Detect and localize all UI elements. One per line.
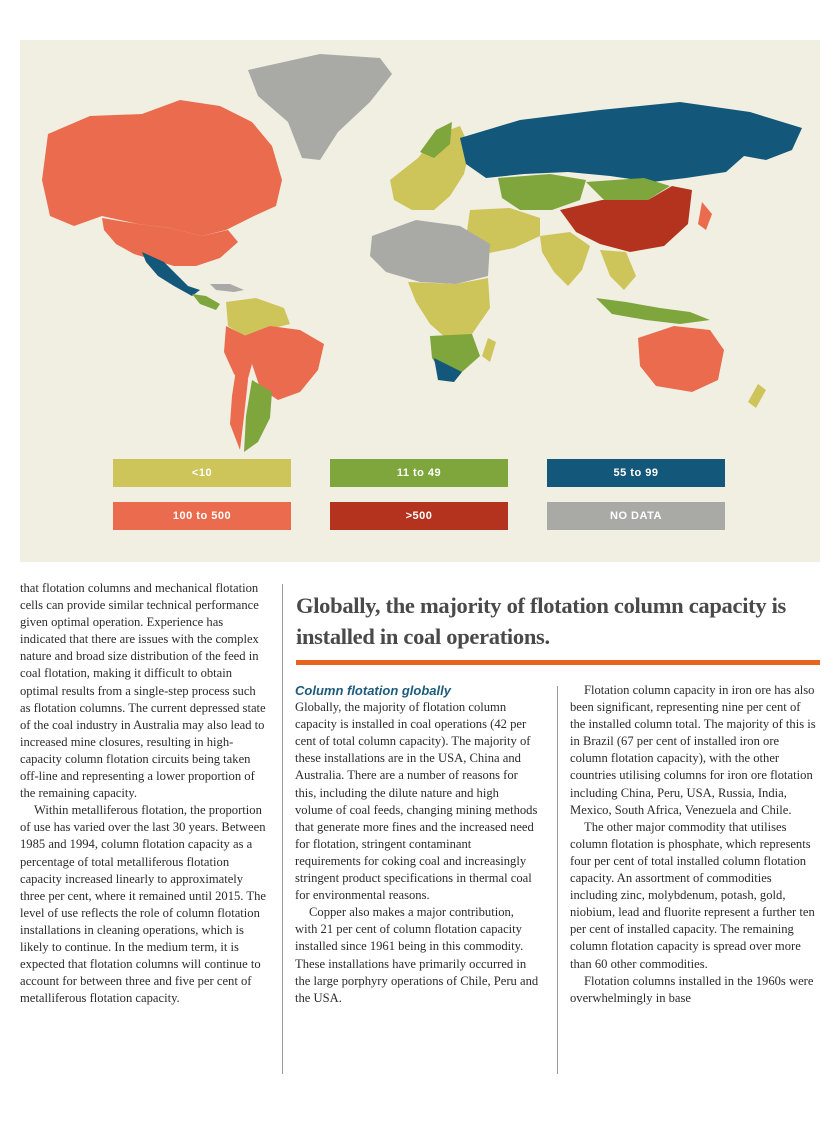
legend-chip-no-data — [547, 502, 725, 530]
legend-chip-55-99 — [547, 459, 725, 487]
region-australia — [638, 326, 724, 392]
article-column-3 — [570, 682, 816, 1074]
region-madagascar — [482, 338, 496, 362]
region-russia — [460, 102, 802, 182]
section-heading: Column flotation globally — [295, 683, 451, 698]
region-africa-central — [408, 278, 490, 338]
paragraph: The other major commodity that utilises column flotation is phosphate, which represents four per cent of total installed column flotation capacity. An assortment of commodities including zinc, molybdenum, potash, gold, niobium, lead and fluorite represent a further ten per cent of installed capacity. The remaining column flotation capacity is spread over more than 60 other commodities. — [570, 819, 815, 971]
paragraph: Flotation column capacity in iron ore has also been significant, representing nine per cent of the installed column total. The majority of this is in Brazil (67 per cent of installed iron ore column flotation capacity), with the other countries utilising columns for iron ore flotation including China, Peru, USA, Russia, India, Mexico, South Africa, Venezuela and Chile. — [570, 683, 816, 817]
region-central-asia — [498, 174, 586, 210]
pull-quote-rule — [296, 660, 820, 665]
region-canada — [42, 100, 282, 236]
region-caribbean — [210, 284, 244, 292]
region-japan — [698, 202, 712, 230]
legend-label: >500 — [405, 510, 433, 522]
legend-label: 55 to 99 — [613, 467, 659, 479]
legend-label: 11 to 49 — [396, 467, 442, 479]
region-new-zealand — [748, 384, 766, 408]
column-divider — [282, 584, 283, 1074]
legend-chip-100-500 — [113, 502, 291, 530]
legend-label: <10 — [191, 467, 213, 479]
paragraph: that flotation columns and mechanical flotation cells can provide similar technical performance given optimal operation. Experience has indicated that there are issues with the complex nature and broad size distribution of the feed in coal flotation, making it difficult to obtain optimal results from a single-step process such as flotation columns. The current depressed state of the coal industry in Australia may also lead to increased mine closures, resulting in high-capacity column flotation circuits being taken off-line and representing a lower proportion of the remaining capacity. — [20, 581, 266, 801]
paragraph: Globally, the majority of flotation column capacity is installed in coal operations (42 per cent of total column capacity). The majority of these installations are in the USA, China and Australia. There are a number of reasons for this, including the dilute nature and high volume of coal feeds, changing mining methods that generate more fines and the increased need for flotation, stringent contaminant requirements for coking coal and increasingly stringent product specifications in thermal coal for environmental reasons. — [295, 700, 538, 903]
legend-label: 100 to 500 — [172, 510, 232, 522]
region-indonesia — [596, 298, 710, 324]
region-se-asia — [600, 250, 636, 290]
paragraph: Flotation columns installed in the 1960s were overwhelmingly in base — [570, 973, 814, 1005]
paragraph: Copper also makes a major contribution, with 21 per cent of column flotation capacity installed since 1961 being in this commodity. These installations have primarily occurred in the large porphyry operations of Chile, Peru and the USA. — [295, 905, 539, 1005]
region-argentina — [244, 380, 272, 452]
column-divider — [557, 686, 558, 1074]
legend-chip-gt500 — [330, 502, 508, 530]
world-map-panel — [20, 40, 820, 562]
pull-quote: Globally, the majority of flotation column capacity is installed in coal operations. — [296, 593, 787, 649]
legend-label: NO DATA — [610, 510, 662, 522]
paragraph: Within metalliferous flotation, the proportion of use has varied over the last 30 years. Between 1985 and 1994, column flotation capacity as a percentage of total metalliferous flotation capacity increased linearly to approximately three per cent, where it remained until 2015. The level of use reflects the role of column flotation installations in cleaning operations, which is likely to continue. In the medium term, it is expected that flotation columns will continue to account for between three and five per cent of metalliferous flotation capacity. — [20, 803, 266, 1006]
legend-chip-lt10 — [113, 459, 291, 487]
article-column-1 — [20, 580, 268, 1074]
legend-chip-11-49 — [330, 459, 508, 487]
region-central-america — [192, 294, 220, 310]
region-india — [540, 232, 590, 286]
article-column-2 — [295, 682, 539, 1074]
